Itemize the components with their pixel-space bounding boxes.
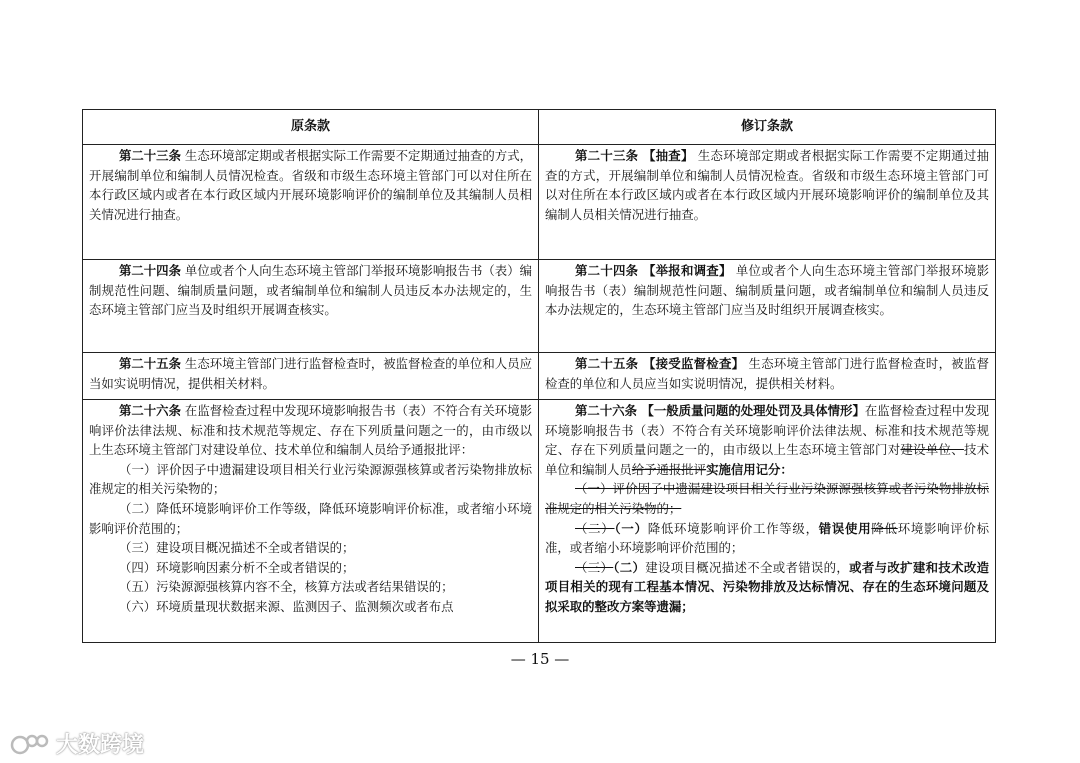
list-item: （六）环境质量现状数据来源、监测因子、监测频次或者布点 [119, 598, 454, 614]
article-number: 第二十三条 [575, 148, 639, 163]
added-text: 实施信用记分： [706, 461, 793, 477]
watermark [10, 728, 144, 759]
added-text: 或者与改扩建和技术改造项目相关的现有工程基本情况、污染物排放及达标情况、存在的生态环境问题及拟采取的整改方案等遗漏； [545, 559, 989, 614]
article-number: 第二十四条 [119, 263, 181, 278]
article-text: 生态环境主管部门进行监督检查时，被监督检查的单位和人员应当如实说明情况，提供相关材料。 [545, 356, 989, 391]
comparison-table [82, 109, 996, 643]
revised-article-26: 第二十六条 【一般质量问题的处理处罚及具体情形】在监督检查过程中发现环境影响报告书（表）不符合有关环境影响评价法律法规、标准和技术规范等规定、存在下列质量问题之一的，由市级以上生态环境主管部门对建设单位、技术单位和编制人员给予通报批评实施信用记分： （一）评价因子中遗漏建设项目相关行业污染源源强核算或者污染物排放标准规定的相关污染物的； （二）（一）降低环境影响评价工作等级，错误使用降低环境影响评价标准，或者缩小环境影响评价范围的； （三）（二）建设项目概况描述不全或者错误的，或者与改扩建和技术改造项目相关的现有工程基本情况、污染物排放及达标情况、存在的生态环境问题及拟采取的整改方案等遗漏； [539, 400, 996, 643]
article-tag: 【接受监督检查】 [638, 356, 745, 371]
article-text: 单位或者个人向生态环境主管部门举报环境影响报告书（表）编制规范性问题、编制质量问题，或者编制单位和编制人员违反本办法规定的，生态环境主管部门应当及时组织开展调查核实。 [89, 263, 532, 318]
watermark-text: 大数跨境 [56, 733, 145, 758]
article-number: 第二十六条 [119, 403, 181, 418]
revised-article-23 [539, 145, 996, 260]
article-number: 第二十三条 [119, 148, 181, 163]
article-text: 生态环境部定期或者根据实际工作需要不定期通过抽查的方式，开展编制单位和编制人员情况检查。省级和市级生态环境主管部门可以对住所在本行政区域内或者在本行政区域内开展环境影响评价的编制单位及其编制人员相关情况进行抽查。 [545, 148, 989, 222]
table-row [83, 400, 996, 643]
original-article-24 [83, 260, 539, 353]
deleted-text: 给予通报批评 [631, 461, 707, 477]
added-text: （二） [613, 559, 646, 575]
article-text: 单位或者个人向生态环境主管部门举报环境影响报告书（表）编制规范性问题、编制质量问题，或者编制单位和编制人员违反本办法规定的，生态环境主管部门应当及时组织开展调查核实。 [545, 263, 989, 318]
article-number: 第二十四条 [575, 263, 639, 278]
list-item: （一）评价因子中遗漏建设项目相关行业污染源源强核算或者污染物排放标准规定的相关污染物的； [89, 461, 532, 497]
list-item: （三）（二）建设项目概况描述不全或者错误的，或者与改扩建和技术改造项目相关的现有工程基本情况、污染物排放及达标情况、存在的生态环境问题及拟采取的整改方案等遗漏； [545, 559, 989, 614]
original-article-26 [83, 400, 539, 643]
watermark-logo-icon [10, 731, 52, 757]
page-number: — 15 — [510, 650, 570, 668]
article-text: 在监督检查过程中发现环境影响报告书（表）不符合有关环境影响评价法律法规、标准和技术规范等规定、存在下列质量问题之一的，由市级以上生态环境主管部门对 [545, 403, 989, 458]
article-text: 在监督检查过程中发现环境影响报告书（表）不符合有关环境影响评价法律法规、标准和技术规范等规定、存在下列质量问题之一的，由市级以上生态环境主管部门对建设单位、技术单位和编制人员给予通报批评： [89, 403, 532, 458]
deleted-text: （二） [575, 520, 615, 536]
original-article-23 [83, 145, 539, 260]
list-item: （五）污染源源强核算内容不全，核算方法或者结果错误的； [119, 579, 454, 595]
article-text: 生态环境部定期或者根据实际工作需要不定期通过抽查的方式，开展编制单位和编制人员情况检查。省级和市级生态环境主管部门可以对住所在本行政区域内或者在本行政区域内开展环境影响评价的编制单位及其编制人员相关情况进行抽查。 [89, 148, 532, 222]
list-item: （四）环境影响因素分析不全或者错误的； [119, 559, 355, 575]
article-tag: 【举报和调查】 [638, 263, 732, 278]
list-item: （三）建设项目概况描述不全或者错误的； [119, 540, 355, 556]
header-original-clause: 原条款 [83, 110, 539, 145]
table-row [83, 353, 996, 400]
table-row [83, 260, 996, 353]
table-header-row [83, 110, 996, 145]
article-tag: 【抽查】 [638, 148, 694, 163]
article-number: 第二十五条 [119, 356, 181, 371]
table-row [83, 145, 996, 260]
article-tag: 【一般质量问题的处理处罚及具体情形】 [637, 403, 865, 418]
deleted-text: 降低 [871, 520, 898, 536]
deleted-text: （三） [575, 559, 614, 575]
list-item: （二）降低环境影响评价工作等级，降低环境影响评价标准，或者缩小环境影响评价范围的； [89, 500, 532, 536]
article-text: 生态环境主管部门进行监督检查时，被监督检查的单位和人员应当如实说明情况，提供相关材料。 [89, 356, 532, 391]
header-revised-clause: 修订条款 [539, 110, 996, 145]
list-item [545, 479, 989, 518]
deleted-text: 建设单位、 [900, 442, 964, 458]
article-number: 第二十五条 [575, 356, 639, 371]
added-text: （一） [614, 520, 648, 536]
deleted-text: （一）评价因子中遗漏建设项目相关行业污染源源强核算或者污染物排放标准规定的相关污染物的； [545, 481, 989, 516]
added-text: 错误使用 [818, 520, 872, 536]
article-number: 第二十六条 [575, 403, 638, 418]
revised-article-25 [539, 353, 996, 400]
original-article-25 [83, 353, 539, 400]
revised-article-24 [539, 260, 996, 353]
list-item: （二）（一）降低环境影响评价工作等级，错误使用降低环境影响评价标准，或者缩小环境影响评价范围的； [545, 520, 990, 556]
